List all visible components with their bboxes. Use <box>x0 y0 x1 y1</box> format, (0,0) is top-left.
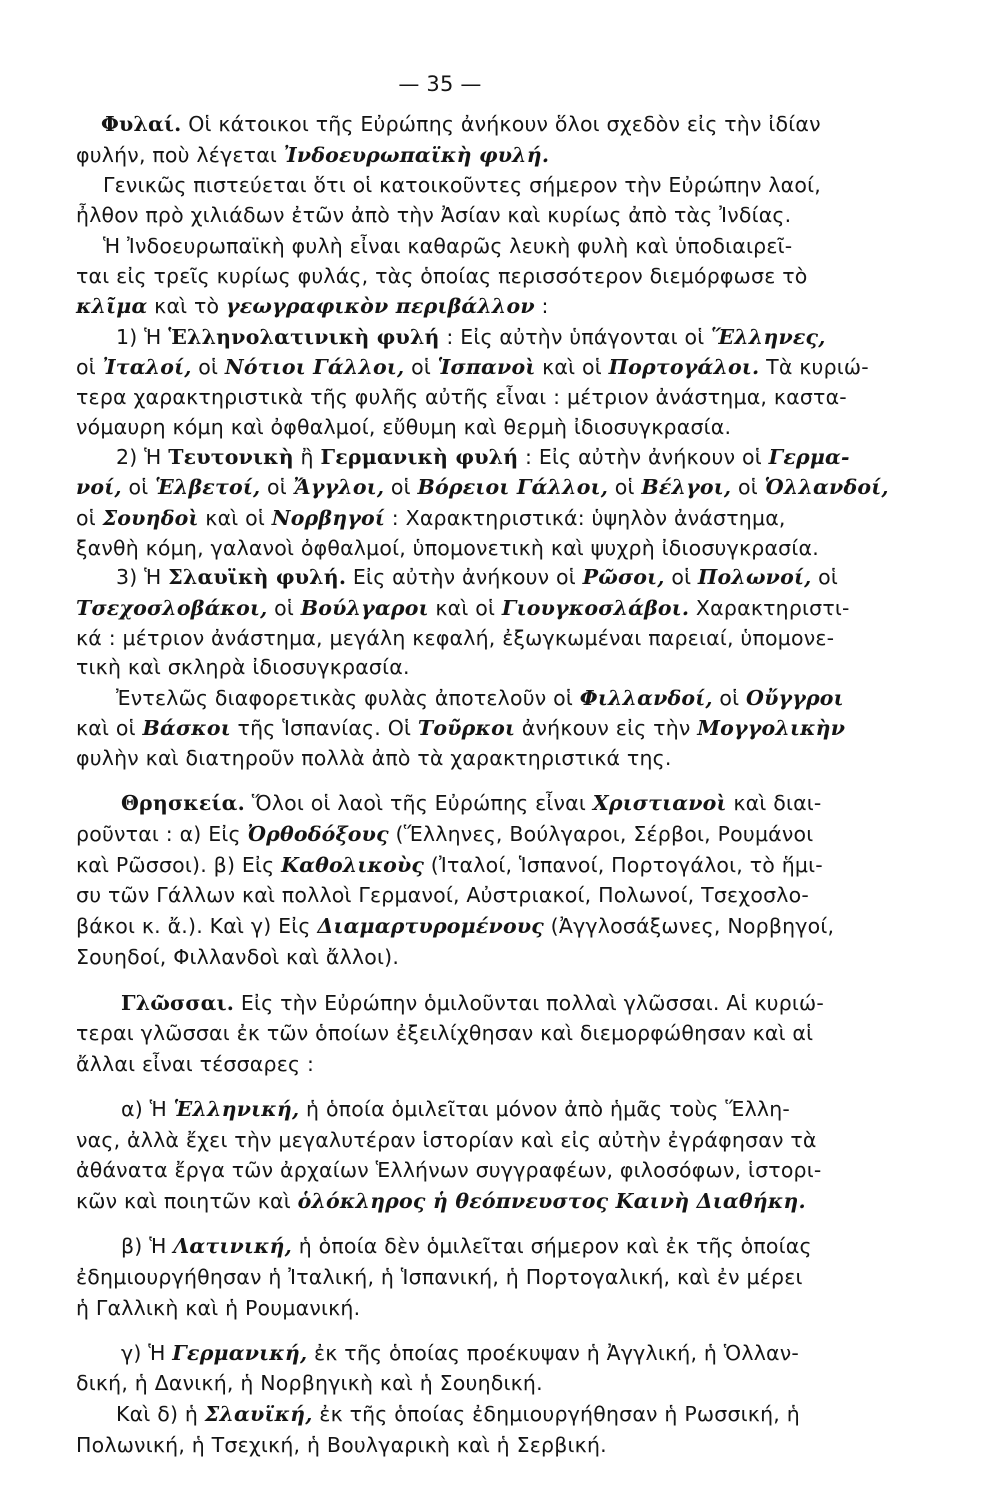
emphasized-term: Βέλγοι, <box>641 475 732 499</box>
text-run: οἱ <box>76 355 103 379</box>
text-run: νόμαυρη κόμη καὶ ὀφθαλμοί, εὔθυμη καὶ θερμὴ ἰδιοσυγκρασία. <box>76 415 732 439</box>
page-number: — 35 — <box>398 72 482 96</box>
emphasized-term: Διαμαρτυρομένους <box>317 914 544 938</box>
text-run: οἱ <box>260 475 294 499</box>
text-run: καὶ οἱ <box>428 596 502 620</box>
emphasized-term: Γερμανική, <box>172 1341 308 1365</box>
text-run: ἀνήκουν εἰς τὴν <box>515 716 698 740</box>
text-run: οἱ <box>121 475 156 499</box>
emphasized-term: Βάσκοι <box>142 716 231 740</box>
text-line <box>103 234 903 258</box>
text-run: β) Ἡ <box>121 1234 174 1258</box>
text-line <box>121 1341 921 1365</box>
text-line <box>76 914 876 938</box>
text-line <box>76 1128 876 1152</box>
text-run: ἡ Γαλλικὴ καὶ ἡ Ρουμανική. <box>76 1296 361 1320</box>
text-line <box>121 1097 921 1121</box>
text-run: Πολωνική, ἡ Τσεχική, ἡ Βουλγαρικὴ καὶ ἡ Σερβική. <box>76 1433 607 1457</box>
text-run: Ἐντελῶς διαφορετικὰς φυλὰς ἀποτελοῦν οἱ <box>116 686 580 710</box>
emphasized-term: Ὁλλανδοί, <box>764 475 889 499</box>
text-run: καὶ οἱ <box>535 355 609 379</box>
emphasized-term: Φυλαί. <box>101 112 182 136</box>
text-run: φυλὴν καὶ διατηροῦν πολλὰ ἀπὸ τὰ χαρακτηριστικά της. <box>76 746 672 770</box>
text-line <box>76 883 876 907</box>
text-line <box>76 385 876 409</box>
text-run: γ) Ἡ <box>121 1341 173 1365</box>
text-run: Οἱ κάτοικοι τῆς Εὐρώπης ἀνήκουν ὅλοι σχεδὸν εἰς τὴν ἰδίαν <box>181 112 821 136</box>
text-run: τεραι γλῶσσαι ἐκ τῶν ὁποίων ἐξειλίχθησαν καὶ διεμορφώθησαν καὶ αἱ <box>76 1021 814 1045</box>
emphasized-term: Ὀρθοδόξους <box>247 822 389 846</box>
text-run: Ἡ Ἰνδοευρωπαϊκὴ φυλὴ εἶναι καθαρῶς λευκὴ φυλὴ καὶ ὑποδιαιρεῖ- <box>103 234 793 258</box>
text-run: (Ἀγγλοσάξωνες, Νορβηγοί, <box>543 914 835 938</box>
text-run: 3) Ἡ <box>116 565 169 589</box>
text-line <box>76 506 876 530</box>
text-line <box>76 203 876 227</box>
text-run: τικὴ καὶ σκληρὰ ἰδιοσυγκρασία. <box>76 655 410 679</box>
emphasized-term: Οὔγγροι <box>746 686 844 710</box>
text-line <box>76 1265 876 1289</box>
text-run: : Εἰς αὐτὴν ἀνήκουν οἱ <box>518 445 769 469</box>
text-run: ἦλθον πρὸ χιλιάδων ἐτῶν ἀπὸ τὴν Ἀσίαν καὶ κυρίως ἀπὸ τὰς Ἰνδίας. <box>76 203 792 227</box>
text-run: 2) Ἡ <box>116 445 169 469</box>
text-run: συ τῶν Γάλλων καὶ πολλοὶ Γερμανοί, Αὐστριακοί, Πολωνοί, Τσεχοσλο- <box>76 883 809 907</box>
emphasized-term: ὁλόκληρος ἡ θεόπνευστος Καινὴ Διαθήκη. <box>297 1189 806 1213</box>
text-line <box>76 853 876 877</box>
text-line <box>76 1189 876 1213</box>
text-line <box>76 1433 876 1457</box>
emphasized-term: Ἑλληνολατινικὴ φυλή <box>168 325 440 349</box>
text-line <box>76 746 876 770</box>
emphasized-term: Μογγολικὴν <box>697 716 846 740</box>
text-run: κά : μέτριον ἀνάστημα, μεγάλη κεφαλή, ἐξωγκωμέναι παρειαί, ὑπομονε- <box>76 626 835 650</box>
text-line <box>121 791 921 815</box>
emphasized-term: Τοῦρκοι <box>417 716 516 740</box>
text-run: καὶ διαι- <box>726 791 822 815</box>
text-run: τερα χαρακτηριστικὰ τῆς φυλῆς αὐτῆς εἶναι : μέτριον ἀνάστημα, καστα- <box>76 385 847 409</box>
emphasized-term: Ἱσπανοὶ <box>437 355 536 379</box>
text-line <box>121 991 921 1015</box>
text-line <box>76 143 876 167</box>
emphasized-term: γεωγραφικὸν περιβάλλον <box>226 294 535 318</box>
text-run: φυλήν, ποὺ λέγεται <box>76 143 284 167</box>
text-run: ξανθὴ κόμη, γαλανοὶ ὀφθαλμοί, ὑπομονετικὴ καὶ ψυχρὴ ἰδιοσυγκρασία. <box>76 536 819 560</box>
text-run: οἱ <box>191 355 225 379</box>
text-run: ἢ <box>293 445 321 469</box>
text-run: Εἰς αὐτὴν ἀνήκουν οἱ <box>346 565 583 589</box>
emphasized-term: Ἕλληνες, <box>711 325 826 349</box>
text-run: ἐδημιουργήθησαν ἡ Ἰταλική, ἡ Ἱσπανική, ἡ Πορτογαλική, καὶ ἐν μέρει <box>76 1265 803 1289</box>
text-run: δική, ἡ Δανική, ἡ Νορβηγικὴ καὶ ἡ Σουηδική. <box>76 1371 543 1395</box>
text-run: κῶν καὶ ποιητῶν καὶ <box>76 1189 298 1213</box>
text-line <box>76 475 889 499</box>
text-line <box>76 355 876 379</box>
text-run: οἱ <box>384 475 418 499</box>
text-run: τῆς Ἱσπανίας. Οἱ <box>230 716 418 740</box>
text-run: Εἰς τὴν Εὐρώπην ὁμιλοῦνται πολλαὶ γλῶσσαι. Αἱ κυριώ- <box>234 991 825 1015</box>
emphasized-term: Βούλγαροι <box>300 596 429 620</box>
emphasized-term: Τσεχοσλοβάκοι, <box>76 596 268 620</box>
text-line <box>76 1296 876 1320</box>
text-line <box>76 264 876 288</box>
text-run: Γενικῶς πιστεύεται ὅτι οἱ κατοικοῦντες σήμερον τὴν Εὐρώπην λαοί, <box>103 173 821 197</box>
text-line <box>76 415 876 439</box>
emphasized-term: Ἑλληνική, <box>173 1097 300 1121</box>
text-run: ἄλλαι εἶναι τέσσαρες : <box>76 1052 315 1076</box>
emphasized-term: Γλῶσσαι. <box>121 991 235 1015</box>
text-run: (Ἕλληνες, Βούλγαροι, Σέρβοι, Ρουμάνοι <box>388 822 814 846</box>
text-run: Καὶ δ) ἡ <box>116 1402 205 1426</box>
text-line <box>116 1402 916 1426</box>
text-line <box>76 1158 876 1182</box>
emphasized-term: Σλαυϊκή, <box>204 1402 313 1426</box>
emphasized-term: Νορβηγοί <box>271 506 386 530</box>
text-run: : Εἰς αὐτὴν ὑπάγονται οἱ <box>439 325 712 349</box>
emphasized-term: Σουηδοὶ <box>102 506 199 530</box>
emphasized-term: Τευτονικὴ <box>168 445 294 469</box>
emphasized-term: Ἰνδοευρωπαϊκὴ φυλή. <box>283 143 550 167</box>
emphasized-term: Λατινική, <box>173 1234 292 1258</box>
text-line <box>121 1234 921 1258</box>
text-line <box>116 686 916 710</box>
text-run: οἱ <box>76 506 103 530</box>
text-run: : <box>534 294 549 318</box>
text-line <box>76 1021 876 1045</box>
emphasized-term: Καθολικοὺς <box>281 853 425 877</box>
text-run: καὶ οἱ <box>198 506 272 530</box>
emphasized-term: Πολωνοί, <box>697 565 812 589</box>
text-run: Τὰ κυριώ- <box>759 355 869 379</box>
text-run: Χαρακτηριστι- <box>689 596 850 620</box>
text-run: ται εἰς τρεῖς κυρίως φυλάς, τὰς ὁποίας περισσότερον διεμόρφωσε τὸ <box>76 264 808 288</box>
text-line <box>101 112 901 136</box>
emphasized-term: Νότιοι Γάλλοι, <box>224 355 405 379</box>
text-line <box>76 1371 876 1395</box>
emphasized-term: Ἑλβετοί, <box>155 475 261 499</box>
text-run: βάκοι κ. ἄ.). Καὶ γ) Εἰς <box>76 914 318 938</box>
text-run: οἱ <box>664 565 698 589</box>
text-run: ροῦνται : α) Εἰς <box>76 822 248 846</box>
text-line <box>76 294 876 318</box>
emphasized-term: Ἰταλοί, <box>102 355 192 379</box>
emphasized-term: νοί, <box>76 475 122 499</box>
text-run: καὶ οἱ <box>76 716 143 740</box>
text-run: καὶ Ρῶσσοι). β) Εἰς <box>76 853 282 877</box>
text-line <box>76 716 876 740</box>
text-run: (Ἰταλοί, Ἱσπανοί, Πορτογάλοι, τὸ ἥμι- <box>424 853 823 877</box>
emphasized-term: Θρησκεία. <box>121 791 245 815</box>
text-run: οἱ <box>404 355 438 379</box>
text-line <box>103 173 903 197</box>
text-line <box>76 822 876 846</box>
emphasized-term: κλῖμα <box>76 294 148 318</box>
text-run: οἱ <box>811 565 839 589</box>
text-run: 1) Ἡ <box>116 325 169 349</box>
text-run: Ὅλοι οἱ λαοὶ τῆς Εὐρώπης εἶναι <box>244 791 593 815</box>
emphasized-term: Φιλλανδοί, <box>579 686 713 710</box>
emphasized-term: Γερμανικὴ φυλή <box>320 445 519 469</box>
text-line <box>76 536 876 560</box>
text-run: νας, ἀλλὰ ἔχει τὴν μεγαλυτέραν ἱστορίαν καὶ εἰς αὐτὴν ἐγράφησαν τὰ <box>76 1128 817 1152</box>
text-run: α) Ἡ <box>121 1097 174 1121</box>
emphasized-term: Πορτογάλοι. <box>608 355 760 379</box>
text-run: ἀθάνατα ἔργα τῶν ἀρχαίων Ἑλλήνων συγγραφέων, φιλοσόφων, ἱστορι- <box>76 1158 822 1182</box>
text-line <box>76 655 876 679</box>
emphasized-term: Σλαυϊκὴ φυλή. <box>168 565 347 589</box>
emphasized-term: Γερμα- <box>768 445 850 469</box>
emphasized-term: Ρῶσοι, <box>582 565 665 589</box>
text-run: καὶ τὸ <box>147 294 227 318</box>
text-run: ἡ ὁποία ὁμιλεῖται μόνον ἀπὸ ἡμᾶς τοὺς Ἕλλη- <box>299 1097 791 1121</box>
text-run: οἱ <box>267 596 301 620</box>
text-line <box>116 445 916 469</box>
text-line <box>76 1052 876 1076</box>
text-line <box>76 596 876 620</box>
text-line <box>116 565 916 589</box>
text-run: οἱ <box>712 686 747 710</box>
emphasized-term: Χριστιανοὶ <box>592 791 727 815</box>
text-line <box>76 945 876 969</box>
text-run: Σουηδοί, Φιλλανδοὶ καὶ ἄλλοι). <box>76 945 400 969</box>
text-run: : Χαρακτηριστικά: ὑψηλὸν ἀνάστημα, <box>385 506 786 530</box>
text-run: ἐκ τῆς ὁποίας προέκυψαν ἡ Ἀγγλική, ἡ Ὁλλαν- <box>307 1341 800 1365</box>
text-run: ἐκ τῆς ὁποίας ἐδημιουργήθησαν ἡ Ρωσσική, ἡ <box>312 1402 800 1426</box>
text-line <box>76 626 876 650</box>
emphasized-term: Γιουγκοσλάβοι. <box>501 596 690 620</box>
emphasized-term: Βόρειοι Γάλλοι, <box>417 475 609 499</box>
text-run: οἱ <box>608 475 642 499</box>
emphasized-term: Ἄγγλοι, <box>293 475 385 499</box>
text-run: ἡ ὁποία δὲν ὁμιλεῖται σήμερον καὶ ἐκ τῆς ὁποίας <box>292 1234 812 1258</box>
text-run: οἱ <box>731 475 765 499</box>
text-line <box>116 325 916 349</box>
